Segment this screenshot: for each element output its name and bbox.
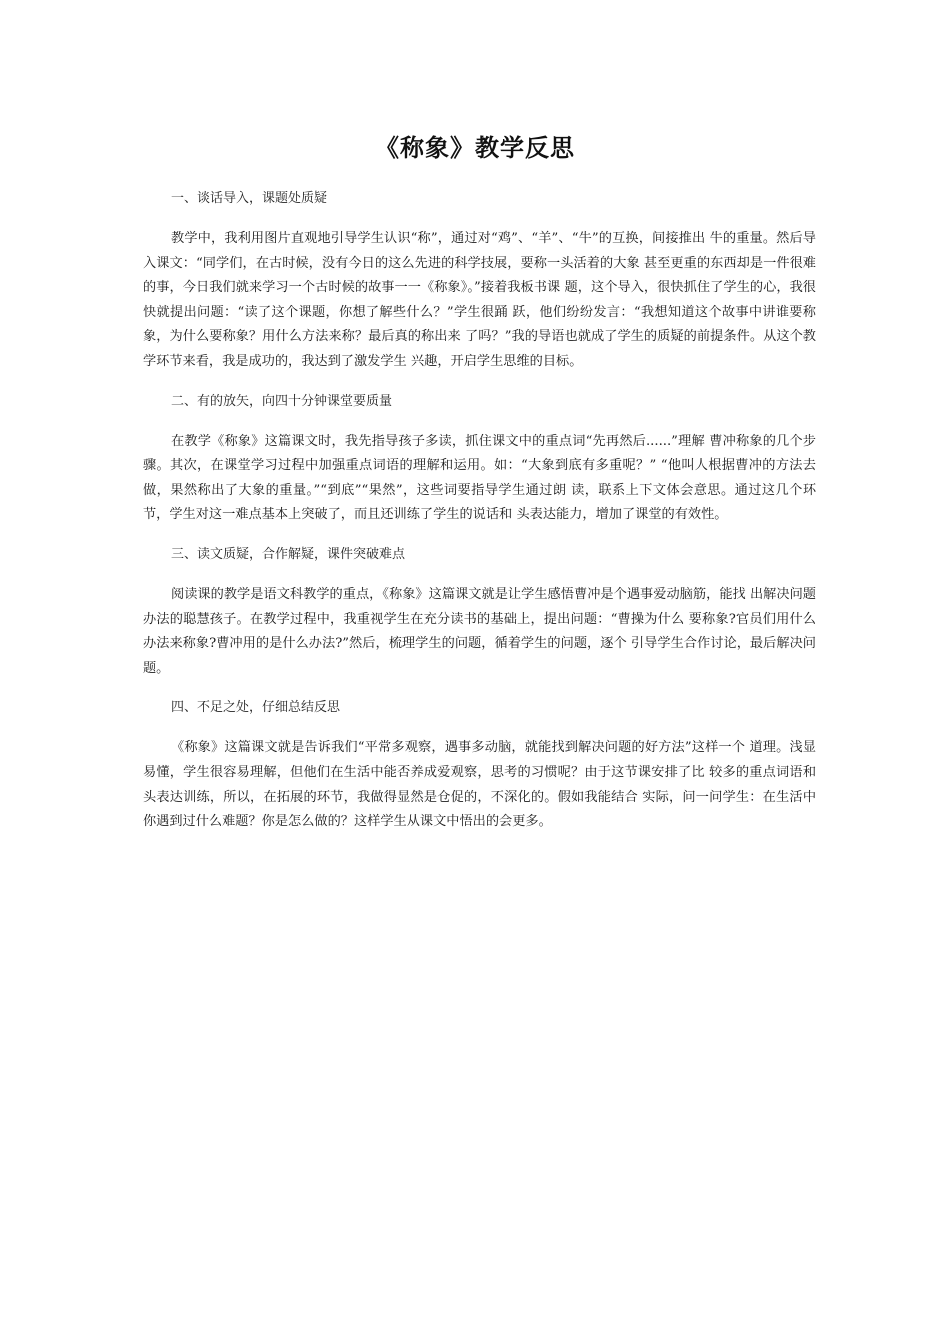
document-body — [143, 190, 816, 835]
section-heading: 四、不足之处，仔细总结反思 — [171, 700, 341, 716]
section-paragraph: 在教学《称象》这篇课文时，我先指导孩子多读，抓住课文中的重点词“先再然后......”理解 曹冲称象的几个步骤。其次，在课堂学习过程中加强重点词语的理解和运用。如：“大象到底有多重呢？” “他叫人根据曹冲的方法去做，果然称出了大象的重量。”“到底”“果然”，这些词要指导学生通过朗 读，联系上下文体会意思。通过这几个环节，学生对这一难点基本上突破了，而且还训练了学生的说话和 头表达能力，增加了课堂的有效性。 — [143, 433, 816, 523]
section-heading: 三、读文质疑，合作解疑，课件突破难点 — [171, 546, 406, 562]
section-heading: 二、有的放矢，向四十分钟课堂要质量 — [171, 393, 393, 409]
section-paragraph: 教学中，我利用图片直观地引导学生认识“称”，通过对“鸡”、“羊”、“牛”的互换，间接推出 牛的重量。然后导入课文：“同学们，在古时候，没有今日的这么先进的科学技展，要称一头活着的大象 甚至更重的东西却是一件很难的事，今日我们就来学习一个古时候的故事一一《称象》。”接着我板书课 题，这个导入，很快抓住了学生的心，我很快就提出问题：“读了这个课题，你想了解些什么？”学生很踊 跃，他们纷纷发言：“我想知道这个故事中讲谁要称象，为什么要称象？用什么方法来称？最后真的称出来 了吗？”我的导语也就成了学生的质疑的前提条件。从这个教学环节来看，我是成功的，我达到了激发学生 兴趣，开启学生思维的目标。 — [143, 231, 816, 369]
section-paragraph: 《称象》这篇课文就是告诉我们“平常多观察，遇事多动脑，就能找到解决问题的好方法”这样一个 道理。浅显易懂，学生很容易理解，但他们在生活中能否养成爱观察，思考的习惯呢？由于这节课安排了比 较多的重点词语和头表达训练，所以，在拓展的环节，我做得显然是仓促的，不深化的。假如我能结合 实际，问一问学生：在生活中你遇到过什么难题？你是怎么做的？这样学生从课文中悟出的会更多。 — [143, 740, 816, 830]
section-paragraph: 阅读课的教学是语文科教学的重点，《称象》这篇课文就是让学生感悟曹冲是个遇事爱动脑筋，能找 出解决问题办法的聪慧孩子。在教学过程中，我重视学生在充分读书的基础上，提出问题：“曹操为什么 要称象?官员们用什么办法来称象?曹冲用的是什么办法?”然后，梳理学生的问题，循着学生的问题，逐个 引导学生合作讨论，最后解决问题。 — [143, 586, 816, 676]
section-2 — [143, 393, 816, 546]
section-3 — [143, 546, 816, 699]
section-1 — [143, 190, 816, 393]
document-title: 《称象》教学反思 — [375, 133, 575, 163]
section-heading: 一、谈话导入，课题处质疑 — [171, 191, 328, 206]
section-4 — [143, 699, 816, 834]
